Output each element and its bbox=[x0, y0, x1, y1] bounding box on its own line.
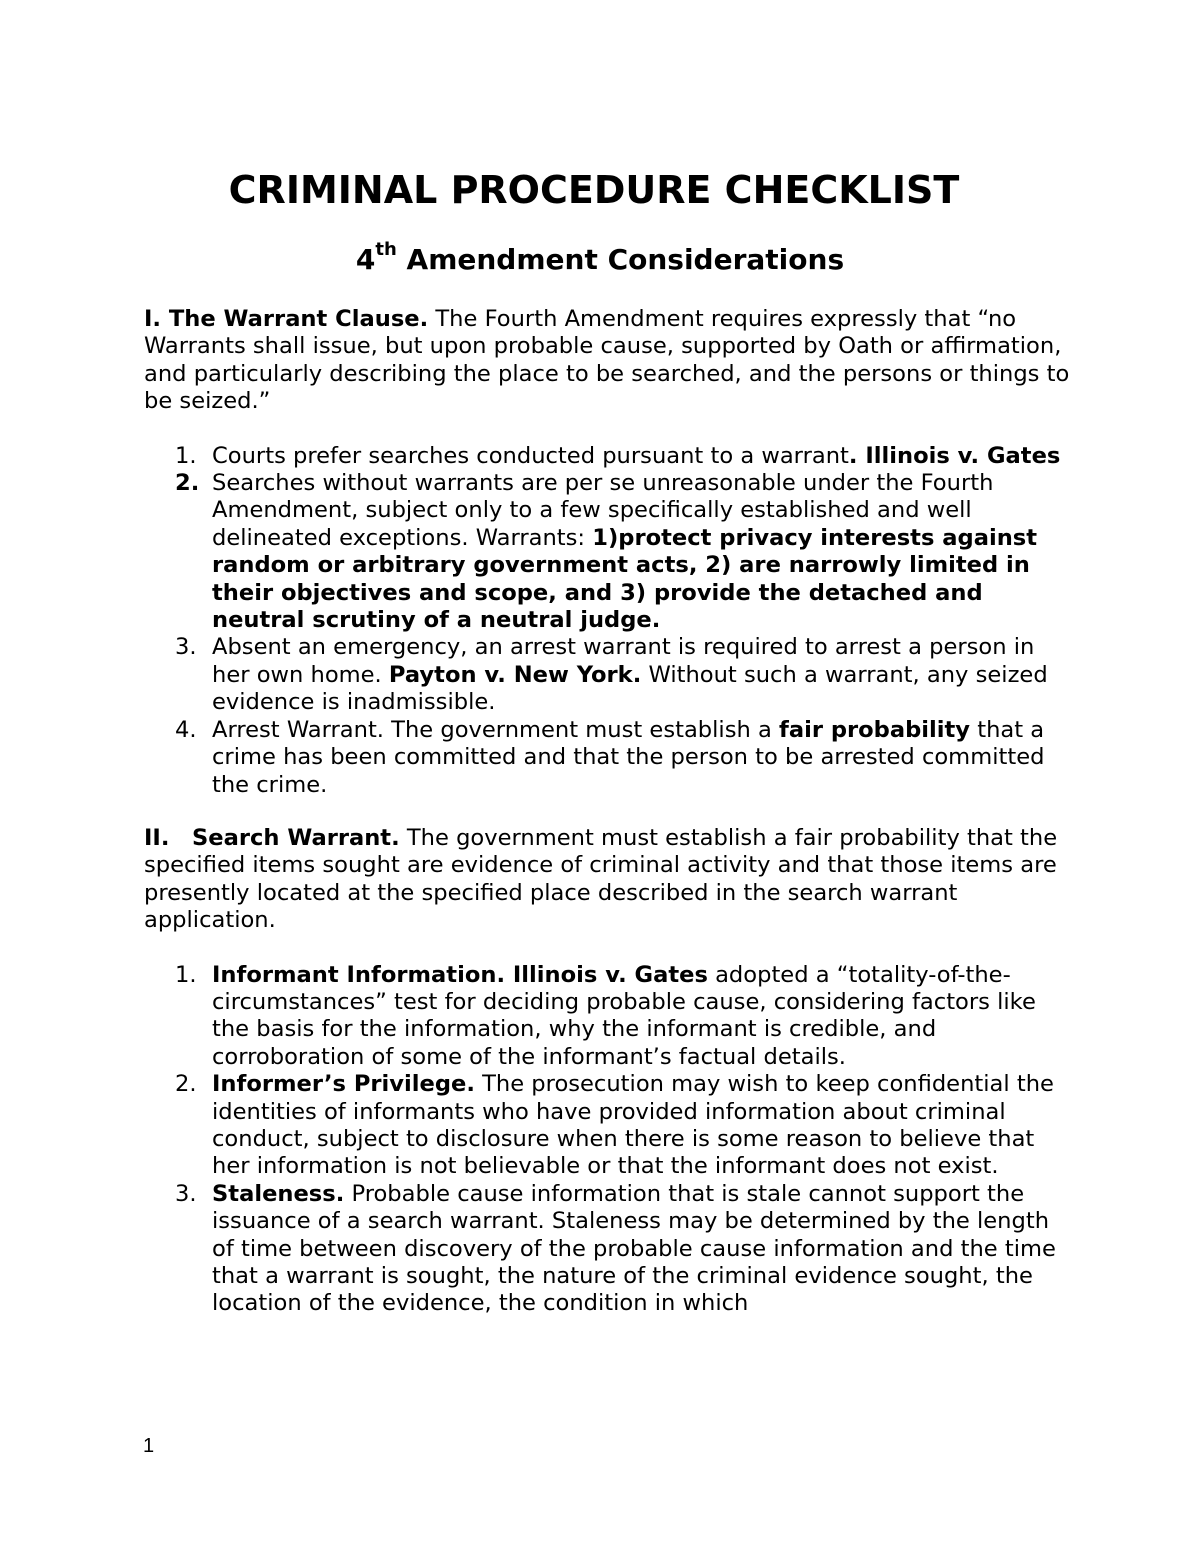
paragraph-spacer bbox=[144, 935, 1074, 962]
page-number: 1 bbox=[143, 1435, 155, 1457]
list-item-number: 2. bbox=[175, 470, 200, 497]
case-citation: . Illinois v. Gates bbox=[848, 442, 1061, 469]
list-item-text: The prosecution may wish to keep confidential the identities of informants who have provided information about criminal conduct, subject to disclosure when there is some reason to believe that her information is not believable or that the informant does not exist. bbox=[212, 1071, 1054, 1180]
list-item-number: 1. bbox=[175, 442, 197, 469]
case-citation: Payton v. New York. bbox=[388, 661, 642, 688]
list-item-text: Arrest Warrant. The government must establish a bbox=[212, 716, 779, 743]
document-body bbox=[144, 306, 1074, 1318]
list-item bbox=[144, 717, 1074, 799]
list-item bbox=[144, 1181, 1074, 1318]
list-item bbox=[144, 962, 1074, 1072]
list-item-emphasis: fair probability bbox=[779, 716, 971, 743]
paragraph-spacer bbox=[144, 416, 1074, 443]
subtitle-number: 4 bbox=[355, 243, 376, 276]
list-item-text: Probable cause information that is stale cannot support the issuance of a search warrant. Staleness may be determined by the length of time between discovery of the probable cause information and the time that a warrant is sought, the nature of the criminal evidence sought, the location of the evidence, the condition in which bbox=[212, 1180, 1056, 1317]
section-heading-warrant-clause: I. The Warrant Clause. bbox=[144, 306, 429, 332]
search-warrant-list bbox=[144, 962, 1074, 1318]
list-item-number: 3. bbox=[175, 634, 197, 661]
warrant-clause-list bbox=[144, 443, 1074, 799]
list-item-number: 1. bbox=[175, 961, 197, 988]
section-search-warrant-intro bbox=[144, 825, 1074, 935]
paragraph-spacer bbox=[144, 799, 1074, 825]
list-item bbox=[144, 443, 1074, 470]
list-item bbox=[144, 634, 1074, 716]
document-subtitle bbox=[0, 240, 1200, 280]
subtitle-superscript: th bbox=[375, 238, 397, 260]
section-number: II. bbox=[144, 824, 170, 851]
list-item-heading: Staleness. bbox=[212, 1180, 345, 1207]
list-item bbox=[144, 470, 1074, 634]
section-heading-search-warrant: Search Warrant. bbox=[192, 824, 400, 851]
subtitle-text: Amendment Considerations bbox=[396, 243, 845, 276]
section-warrant-clause-intro bbox=[144, 306, 1074, 416]
list-item-number: 3. bbox=[175, 1180, 197, 1207]
list-item-text: Courts prefer searches conducted pursuant to a warrant bbox=[212, 442, 849, 469]
list-item-text: Without such a warrant, any seized evidence is inadmissible. bbox=[212, 661, 1048, 716]
list-item bbox=[144, 1071, 1074, 1181]
document-title: CRIMINAL PROCEDURE CHECKLIST bbox=[228, 168, 960, 212]
list-item-emphasis: 1)protect privacy interests against random or arbitrary government acts, 2) are narrowly limited in their objectives and scope, and 3) provide the detached and neutral scrutiny of a neutral judge. bbox=[212, 524, 1038, 634]
list-item-text: Searches without warrants are per se unreasonable under the Fourth Amendment, subject only to a few specifically established and well delineated exceptions. Warrants: bbox=[212, 470, 994, 551]
list-item-heading: Informant Information. Illinois v. Gates bbox=[212, 961, 708, 988]
list-item-text: that a crime has been committed and that the person to be arrested committed the crime. bbox=[212, 716, 1045, 798]
list-item-heading: Informer’s Privilege. bbox=[212, 1071, 475, 1098]
list-item-number: 4. bbox=[175, 716, 197, 743]
list-item-text: adopted a “totality-of-the-circumstances” test for deciding probable cause, considering factors like the basis for the information, why the informant is credible, and corroboration of some of the informant’s factual details. bbox=[212, 961, 1036, 1070]
list-item-number: 2. bbox=[175, 1071, 197, 1098]
section-text-search-warrant: The government must establish a fair probability that the specified items sought are evidence of criminal activity and that those items are presently located at the specified place described in the search warrant application. bbox=[144, 824, 1058, 934]
section-text-warrant-clause: The Fourth Amendment requires expressly that “no Warrants shall issue, but upon probable cause, supported by Oath or affirmation, and particularly describing the place to be searched, and the persons or things to be seized.” bbox=[144, 306, 1070, 415]
list-item-text: Absent an emergency, an arrest warrant is required to arrest a person in her own home. bbox=[212, 634, 1035, 688]
